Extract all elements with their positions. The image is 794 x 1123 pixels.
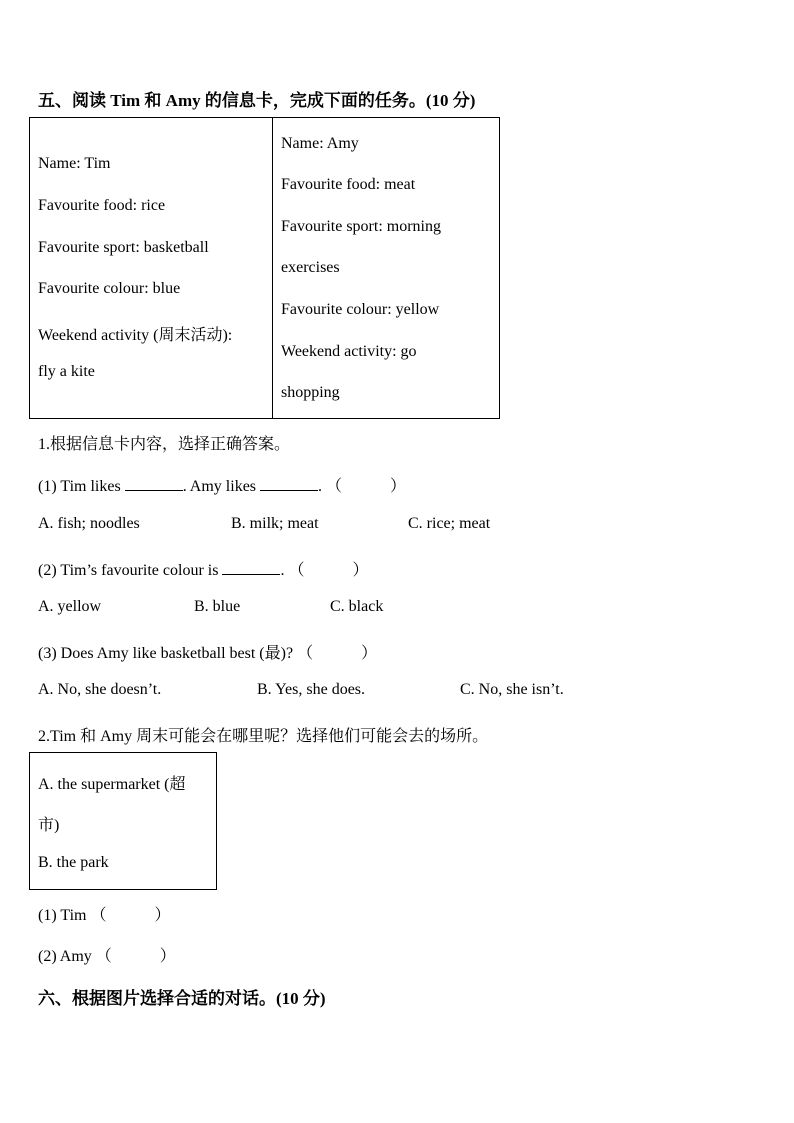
task2-question-2 bbox=[38, 943, 176, 966]
task2-heading: 2.Tim 和 Amy 周末可能会在哪里呢？选择他们可能会去的场所。 bbox=[38, 728, 489, 745]
place-a-cont: 市) bbox=[38, 817, 60, 834]
amy-name: Name: Amy bbox=[281, 135, 359, 152]
answer-paren[interactable]: （ ） bbox=[288, 562, 369, 579]
task1-question-3 bbox=[38, 640, 377, 663]
section6-title: 六、根据图片选择合适的对话。(10 分) bbox=[38, 989, 326, 1008]
q2-prefix: (2) Tim’s favourite colour is bbox=[38, 562, 219, 579]
amy-colour: Favourite colour: yellow bbox=[281, 301, 440, 318]
task1-heading: 1.根据信息卡内容，选择正确答案。 bbox=[38, 436, 291, 453]
section5-title: 五、阅读 Tim 和 Amy 的信息卡，完成下面的任务。(10 分) bbox=[38, 91, 476, 110]
answer-paren[interactable]: （ ） bbox=[297, 645, 378, 662]
answer-paren[interactable]: （ ） bbox=[326, 478, 407, 495]
q2-option-a: A. yellow bbox=[38, 598, 102, 615]
tim-sport: Favourite sport: basketball bbox=[38, 239, 209, 256]
place-b: B. the park bbox=[38, 854, 109, 871]
task2-question-1 bbox=[38, 902, 170, 925]
q1-option-c: C. rice; meat bbox=[408, 515, 491, 532]
q2-suffix: . bbox=[280, 562, 285, 579]
tim-colour: Favourite colour: blue bbox=[38, 280, 181, 297]
tim-food: Favourite food: rice bbox=[38, 197, 166, 214]
q1-middle: . Amy likes bbox=[182, 478, 257, 495]
q1-option-a: A. fish; noodles bbox=[38, 515, 140, 532]
task1-question-2 bbox=[38, 557, 368, 580]
q1-option-b: B. milk; meat bbox=[231, 515, 319, 532]
t2q2-text: (2) Amy bbox=[38, 948, 92, 965]
amy-weekend-label: Weekend activity: go bbox=[281, 343, 417, 360]
t2q1-text: (1) Tim bbox=[38, 907, 87, 924]
amy-weekend-value: shopping bbox=[281, 384, 340, 401]
q2-option-c: C. black bbox=[330, 598, 384, 615]
q3-text: (3) Does Amy like basketball best (最)? bbox=[38, 645, 294, 662]
answer-blank[interactable] bbox=[222, 560, 280, 575]
tim-name: Name: Tim bbox=[38, 155, 111, 172]
q3-option-a: A. No, she doesn’t. bbox=[38, 681, 162, 698]
answer-blank[interactable] bbox=[125, 476, 183, 491]
answer-paren[interactable]: （ ） bbox=[90, 907, 171, 924]
q2-option-b: B. blue bbox=[194, 598, 241, 615]
q3-option-c: C. No, she isn’t. bbox=[460, 681, 564, 698]
answer-blank[interactable] bbox=[260, 476, 318, 491]
tim-weekend-label: Weekend activity (周末活动): bbox=[38, 327, 233, 344]
place-a: A. the supermarket (超 bbox=[38, 776, 186, 793]
answer-paren[interactable]: （ ） bbox=[95, 948, 176, 965]
amy-sport: Favourite sport: morning bbox=[281, 218, 441, 235]
task1-question-1 bbox=[38, 473, 406, 496]
tim-weekend-value: fly a kite bbox=[38, 363, 95, 380]
q3-option-b: B. Yes, she does. bbox=[257, 681, 366, 698]
q1-suffix: . bbox=[318, 478, 323, 495]
amy-food: Favourite food: meat bbox=[281, 176, 416, 193]
card-divider bbox=[272, 118, 273, 418]
q1-prefix: (1) Tim likes bbox=[38, 478, 121, 495]
amy-sport-cont: exercises bbox=[281, 259, 340, 276]
